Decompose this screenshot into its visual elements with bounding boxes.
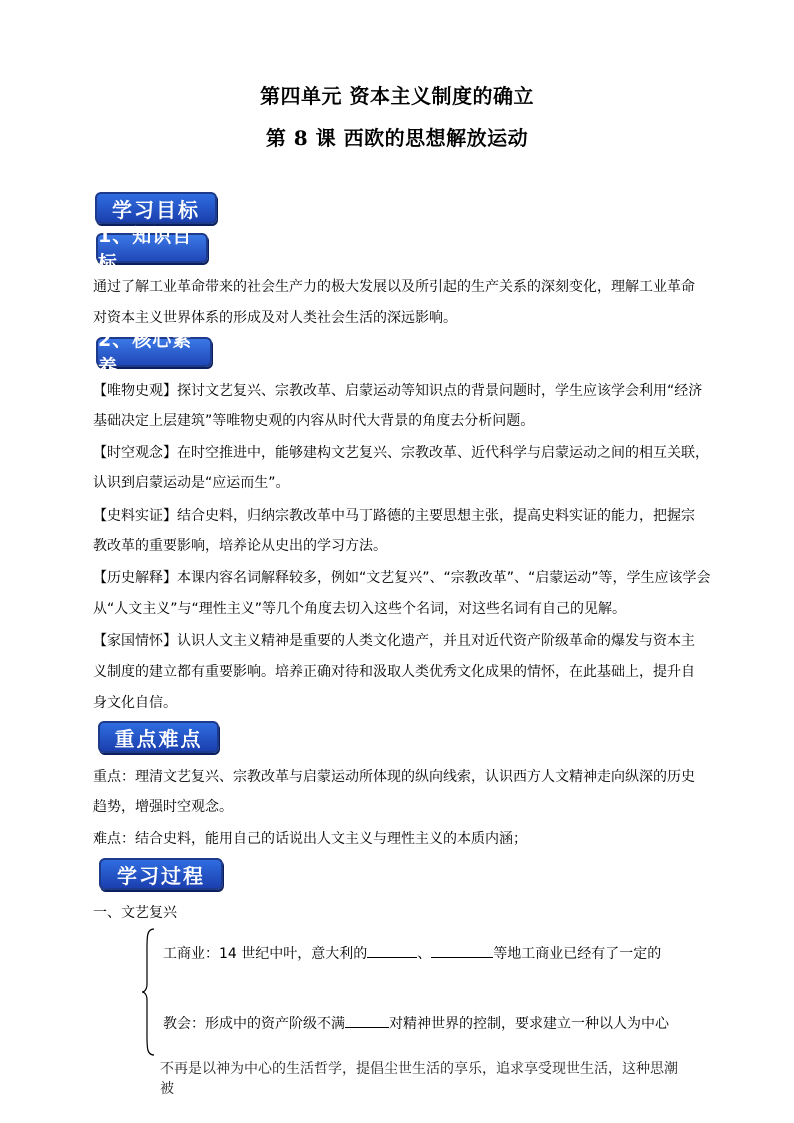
lesson-title: 第 8 课 西欧的思想解放运动 (265, 126, 529, 150)
core-item-line: 【史料实证】结合史料，归纳宗教改革中马丁路德的主要思想主张，提高史料实证的能力，把握宗 (93, 508, 695, 524)
fill-text: 对精神世界的控制，要求建立一种以人为中心 (389, 1016, 669, 1032)
knowledge-text-line-1: 通过了解工业革命带来的社会生产力的极大发展以及所引起的生产关系的深刻变化，理解工业革命 (93, 279, 695, 295)
fill-line-industry (163, 943, 661, 963)
blank-field[interactable] (367, 944, 417, 958)
blank-field[interactable] (345, 1014, 389, 1028)
core-item-line: 【时空观念】在时空推进中，能够建构文艺复兴、宗教改革、近代科学与启蒙运动之间的相互关联， (93, 445, 709, 461)
core-item-line: 【历史解释】本课内容名词解释较多，例如“文艺复兴”、“宗教改革”、“启蒙运动”等，学生应该学会 (93, 570, 711, 586)
learning-goals-badge: 学习目标 (95, 192, 217, 224)
knowledge-text-line-2: 对资本主义世界体系的形成及对人类社会生活的深远影响。 (93, 310, 457, 326)
fill-text: 教会：形成中的资产阶级不满 (163, 1016, 345, 1032)
core-item-line: 基础决定上层建筑”等唯物史观的内容从时代大背景的角度去分析问题。 (93, 413, 535, 429)
core-item-line: 身文化自信。 (93, 695, 177, 711)
core-item-line: 【唯物史观】探讨文艺复兴、宗教改革、启蒙运动等知识点的背景问题时，学生应该学会利用“经济 (93, 383, 703, 399)
core-item-line: 【家国情怀】认识人文主义精神是重要的人类文化遗产，并且对近代资产阶级革命的爆发与资本主 (93, 633, 695, 649)
core-item-line: 教改革的重要影响，培养论从史出的学习方法。 (93, 538, 387, 554)
fill-text: 、 (417, 946, 432, 962)
key-point-line-1: 重点：理清文艺复兴、宗教改革与启蒙运动所体现的纵向线索，认识西方人文精神走向纵深的历史 (93, 769, 695, 785)
difficulty-line: 难点：结合史料，能用自己的话说出人文主义与理性主义的本质内涵； (93, 831, 527, 847)
cut-off-text-line (160, 1050, 680, 1097)
unit-title: 第四单元 资本主义制度的确立 (260, 84, 534, 108)
fill-line-church (163, 1013, 669, 1033)
fill-text: 工商业：14 世纪中叶，意大利的 (163, 946, 368, 962)
key-point-line-2: 趋势，增强时空观念。 (93, 799, 233, 815)
cut-text: 不再是以神为中心的生活哲学，提倡尘世生活的享乐，追求享受现世生活，这种思潮被 (160, 1061, 678, 1097)
fill-text: 等地工商业已经有了一定的 (493, 946, 662, 962)
core-item-line: 认识到启蒙运动是“应运而生”。 (93, 475, 290, 491)
core-item-line: 义制度的建立都有重要影响。培养正确对待和汲取人类优秀文化成果的情怀，在此基础上，提升自 (93, 664, 695, 680)
core-item-line: 从“人文主义”与“理性主义”等几个角度去切入这些个名词，对这些名词有自己的见解。 (93, 601, 627, 617)
left-brace-icon (141, 928, 155, 1056)
core-literacy-badge: 2、核心素养 (96, 337, 212, 367)
learning-process-badge: 学习过程 (99, 858, 223, 890)
blank-field[interactable] (431, 944, 493, 958)
key-difficulty-badge: 重点难点 (98, 721, 219, 753)
knowledge-goals-badge: 1、知识目标 (96, 233, 208, 263)
section-heading-renaissance: 一、文艺复兴 (93, 905, 177, 921)
